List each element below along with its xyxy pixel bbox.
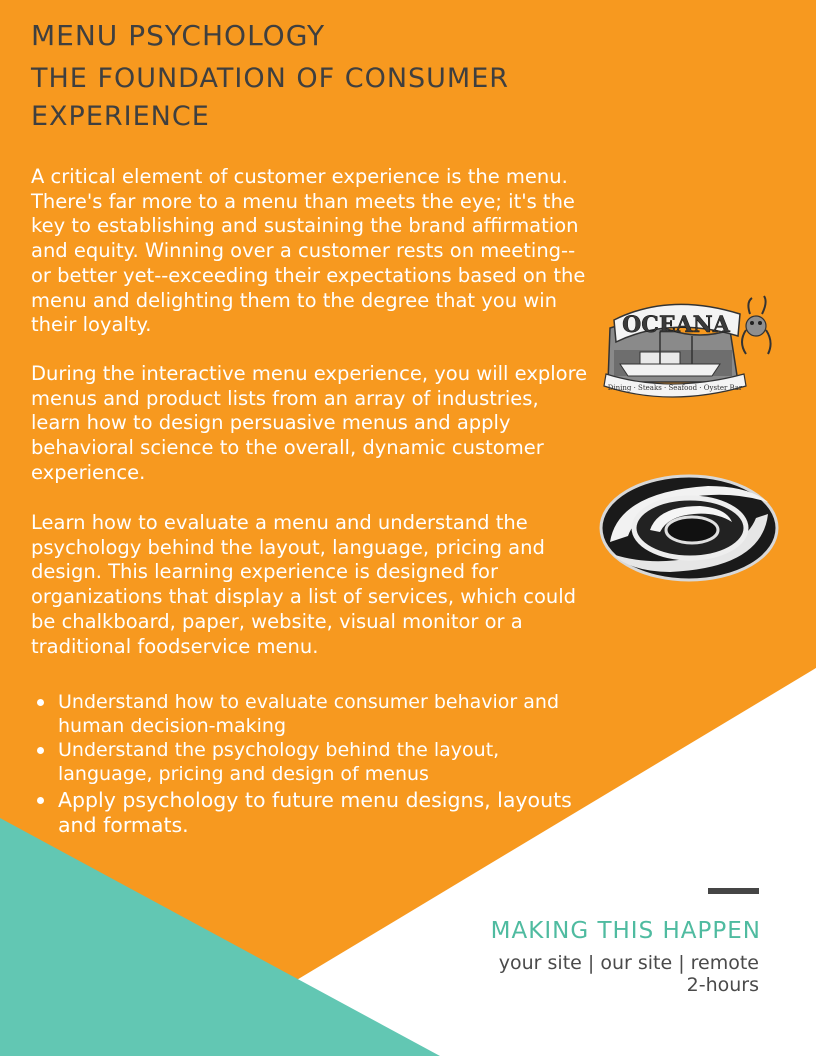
bullet-dot-icon [37,699,44,706]
oceana-logo [600,290,778,412]
list-item-text: Understand the psychology behind the layout, language, pricing and design of menus [58,739,500,785]
page-title: MENU PSYCHOLOGY [31,19,326,52]
list-item-text: Understand how to evaluate consumer behavior and human decision-making [58,691,560,737]
footer-locations: your site | our site | remote [498,952,759,974]
experience-paragraph: During the interactive menu experience, you will explore menus and product lists from an array of industries, learn how to design persuasive menus and apply behavioral science to the overall, dynamic customer experience. [31,362,588,484]
oceana-tagline: Dining · Steaks · Seafood · Oyster Bar [607,384,743,392]
list-item [31,690,576,738]
footer-duration: 2-hours [686,974,759,996]
footer-heading: MAKING THIS HAPPEN [490,918,761,944]
divider-bar [708,888,759,894]
list-item-text: Apply psychology to future menu designs, layouts and formats. [58,788,572,837]
list-item [31,738,576,786]
bullet-dot-icon [37,747,44,754]
objectives-list [31,690,576,838]
list-item [31,788,576,838]
bullet-dot-icon [37,797,44,804]
hurricanes-logo [598,472,780,584]
page-subtitle: THE FOUNDATION OF CONSUMER EXPERIENCE [31,63,510,132]
intro-paragraph: A critical element of customer experience is the menu. There's far more to a menu than meets the eye; it's the key to establishing and sustaining the brand affirmation and equity. Winning over a customer rests on meeting--or better yet--exceeding their expectations based on the menu and delighting them to the degree that you win their loyalty. [31,165,586,337]
learning-paragraph: Learn how to evaluate a menu and understand the psychology behind the layout, language, pricing and design. This learning experience is designed for organizations that display a list of services, which could be chalkboard, paper, website, visual monitor or a traditional foodservice menu. [31,511,577,658]
oceana-wordmark: OCEANA [622,312,730,338]
